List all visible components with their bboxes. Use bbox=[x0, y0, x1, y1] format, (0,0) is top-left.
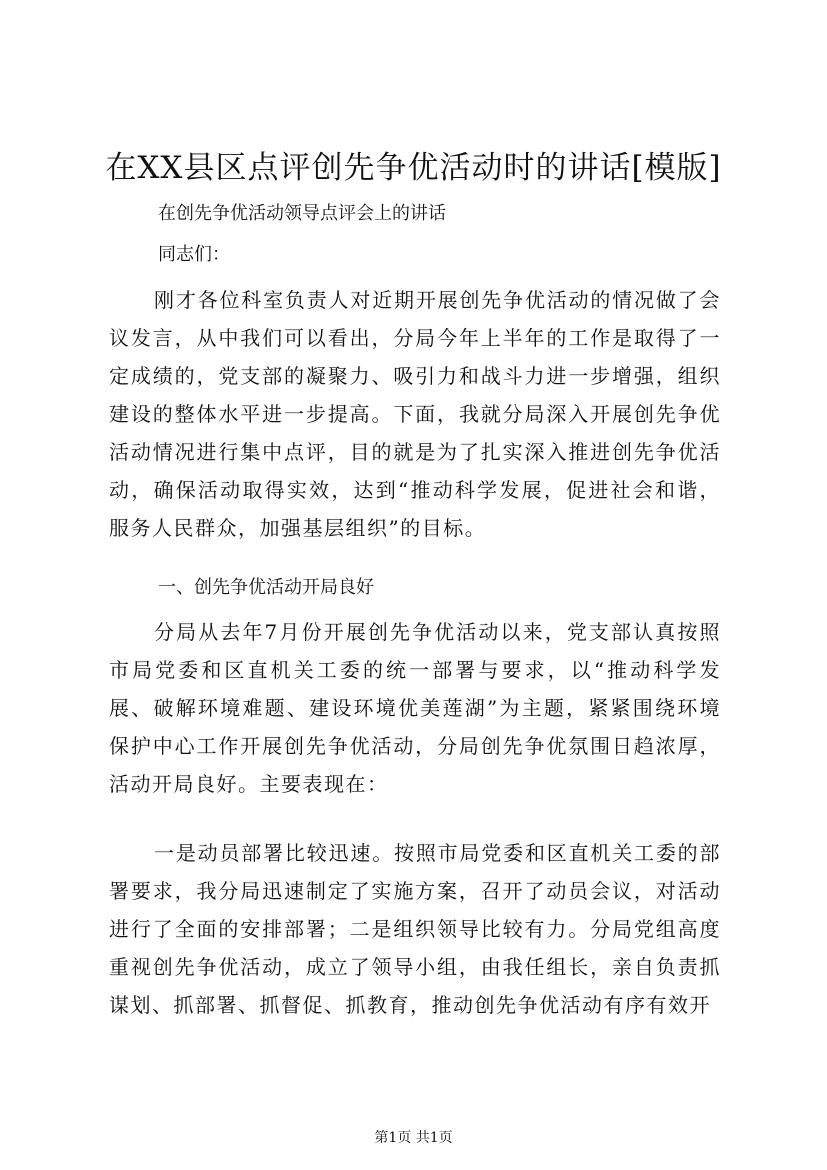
section-heading: 一、创先争优活动开局良好 bbox=[158, 577, 374, 598]
document-title: 在XX县区点评创先争优活动时的讲话[模版] bbox=[105, 150, 722, 186]
page-number-footer: 第1页 共1页 bbox=[374, 1130, 453, 1146]
document-subtitle: 在创先争优活动领导点评会上的讲话 bbox=[158, 203, 446, 224]
paragraph-intro: 刚才各位科室负责人对近期开展创先争优活动的情况做了会议发言，从中我们可以看出，分局今年上半年的工作是取得了一定成绩的，党支部的凝聚力、吸引力和战斗力进一步增强，组织建设的整体水平进一步提高。下面，我就分局深入开展创先争优活动情况进行集中点评，目的就是为了扎实深入推进创先争优活动，确保活动取得实效，达到“推动科学发展，促进社会和谐，服务人民群众，加强基层组织”的目标。 bbox=[109, 288, 721, 540]
paragraph-overview: 分局从去年7月份开展创先争优活动以来，党支部认真按照市局党委和区直机关工委的统一部署与要求，以“推动科学发展、破解环境难题、建设环境优美莲湖”为主题，紧紧围绕环境保护中心工作开展创先争优活动，分局创先争优氛围日趋浓厚，活动开局良好。主要表现在： bbox=[109, 620, 721, 796]
salutation: 同志们： bbox=[158, 244, 230, 265]
paragraph-details: 一是动员部署比较迅速。按照市局党委和区直机关工委的部署要求，我分局迅速制定了实施方案，召开了动员会议，对活动进行了全面的安排部署；二是组织领导比较有力。分局党组高度重视创先争优活动，成立了领导小组，由我任组长，亲自负责抓谋划、抓部署、抓督促、抓教育，推动创先争优活动有序有效开 bbox=[109, 841, 721, 1017]
